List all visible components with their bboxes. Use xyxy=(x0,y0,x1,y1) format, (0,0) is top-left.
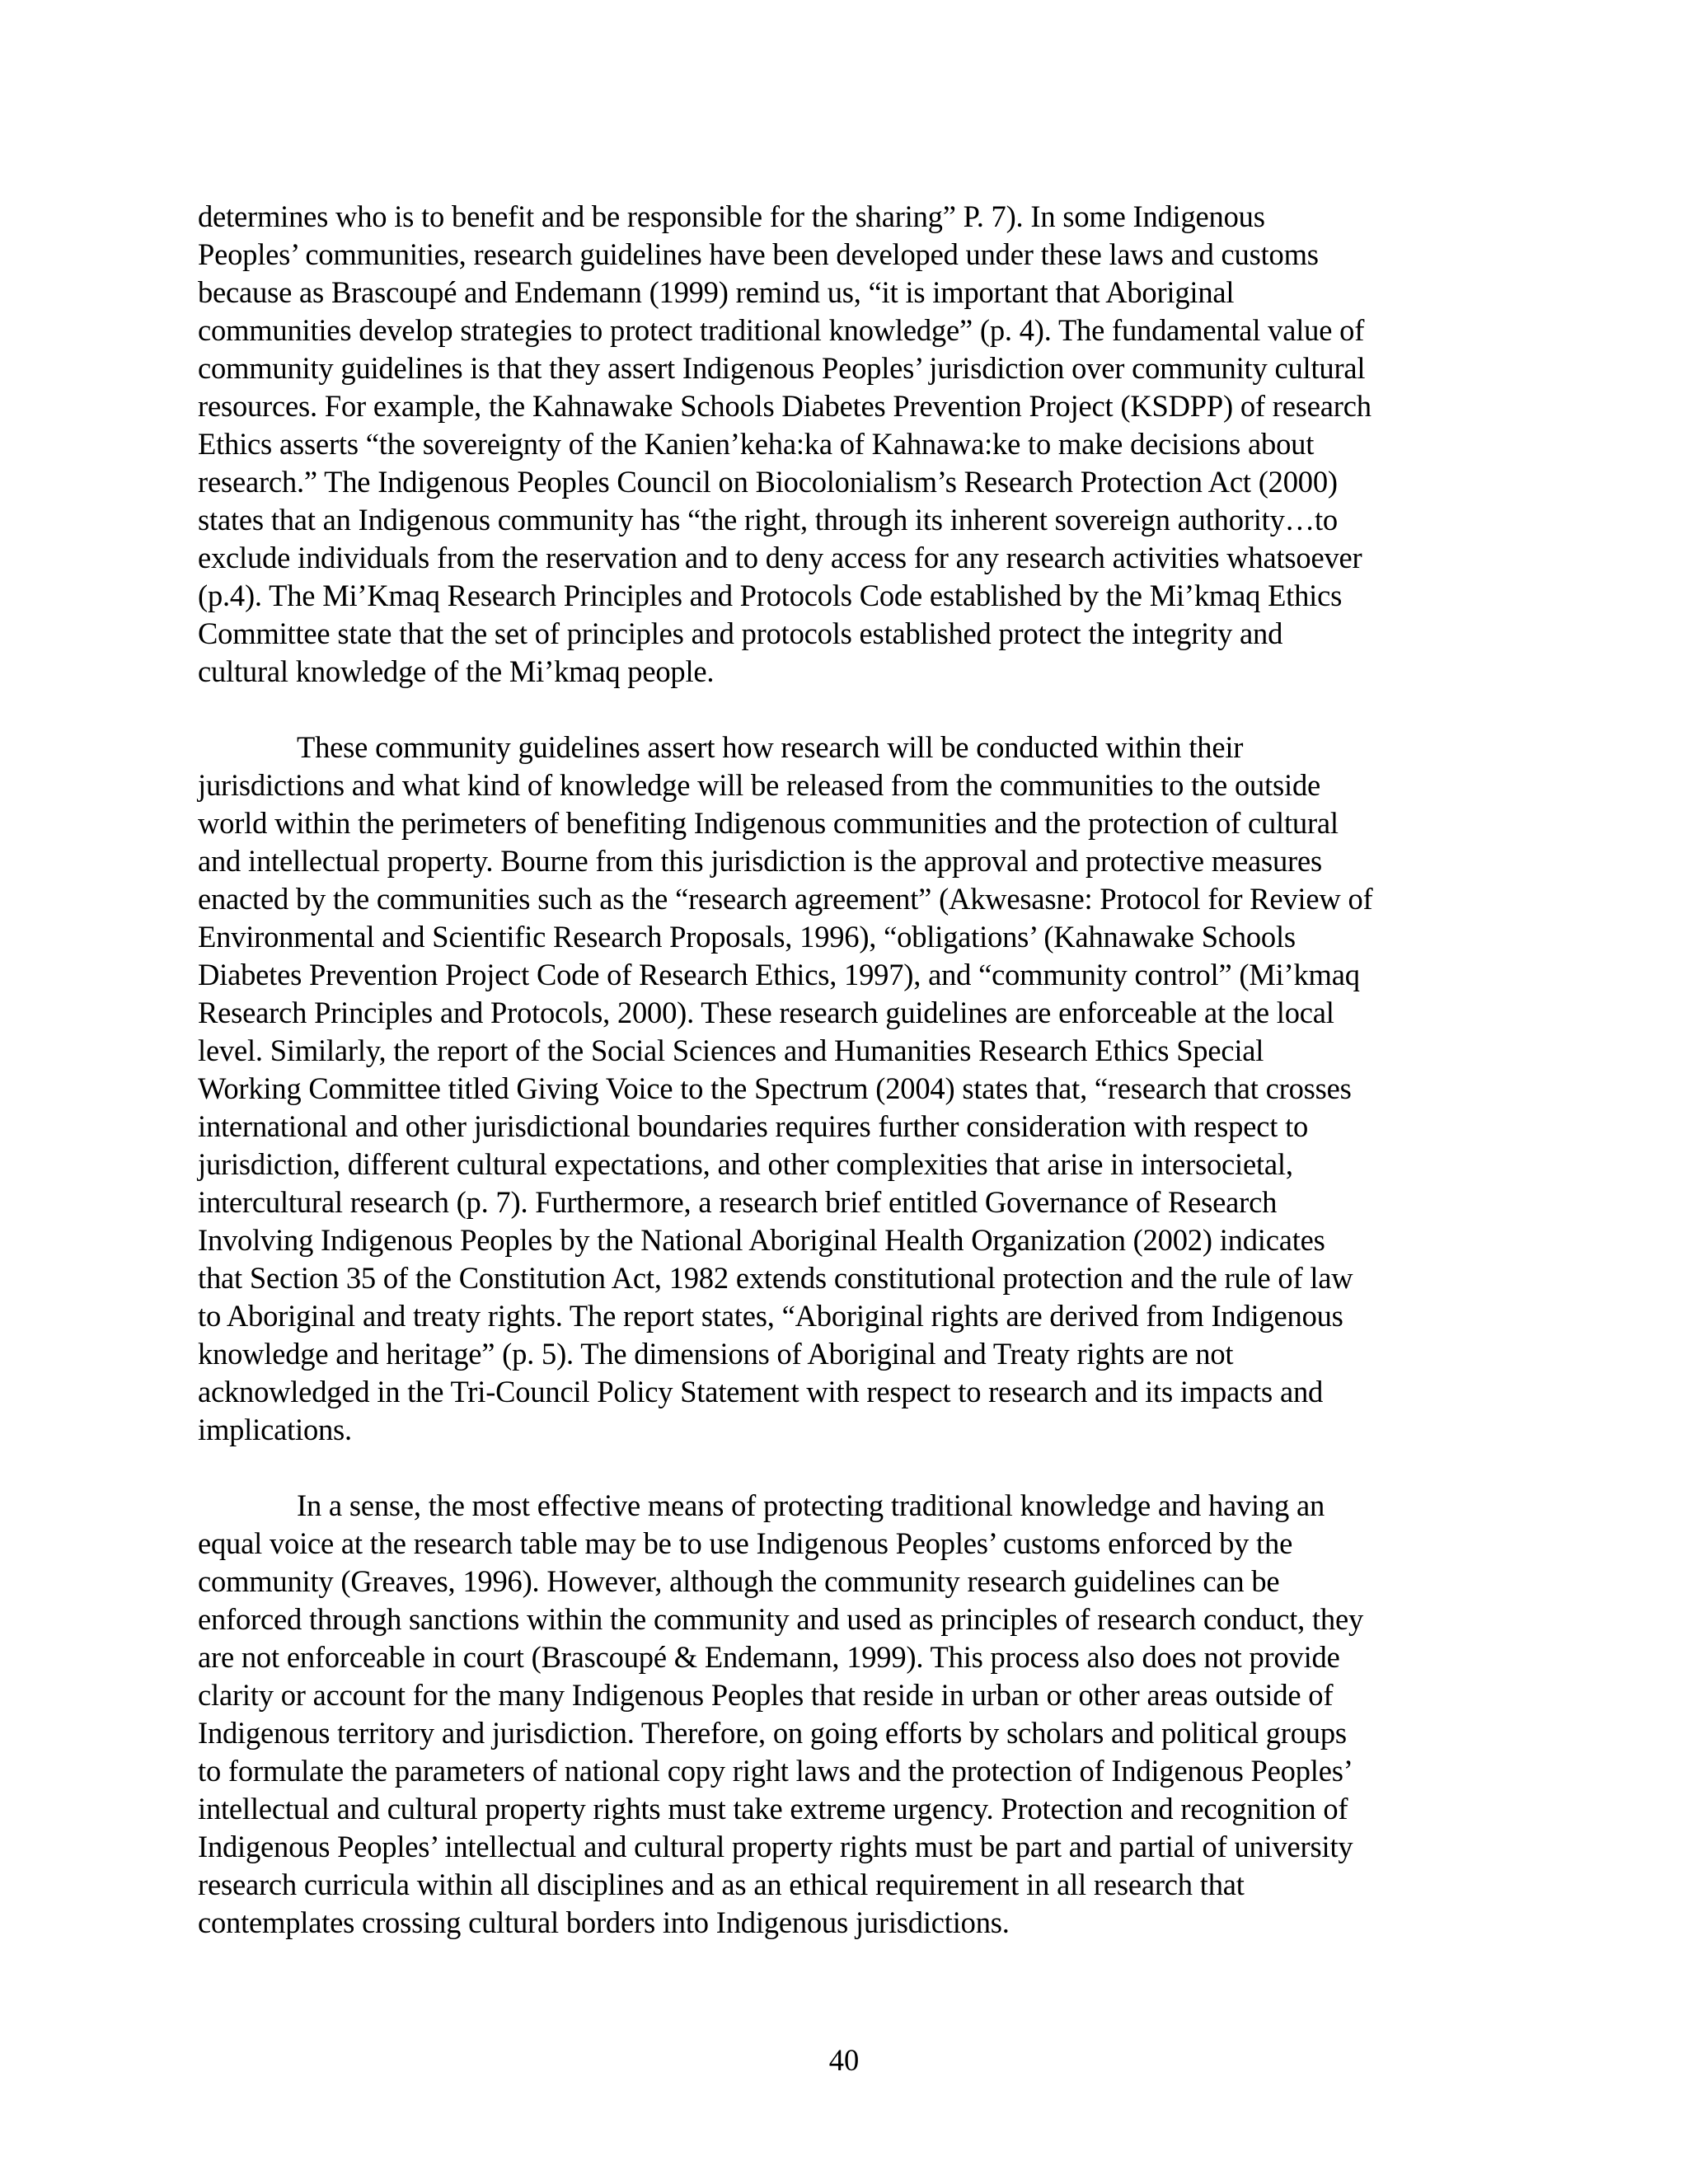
text-line: Working Committee titled Giving Voice to the Spectrum (2004) states that, “research that crosses xyxy=(198,1071,1352,1105)
text-line: enforced through sanctions within the community and used as principles of research conduct, they xyxy=(198,1602,1364,1636)
text-line: contemplates crossing cultural borders into Indigenous jurisdictions. xyxy=(198,1905,1010,1939)
text-line: communities develop strategies to protect traditional knowledge” (p. 4). The fundamental value of xyxy=(198,313,1365,347)
text-line-indented: These community guidelines assert how research will be conducted within their xyxy=(297,730,1244,764)
text-line: community (Greaves, 1996). However, although the community research guidelines can be xyxy=(198,1564,1280,1598)
text-line: clarity or account for the many Indigenous Peoples that reside in urban or other areas outside of xyxy=(198,1678,1334,1712)
text-line: Environmental and Scientific Research Proposals, 1996), “obligations’ (Kahnawake Schools xyxy=(198,920,1296,954)
text-line: international and other jurisdictional boundaries requires further consideration with respect to xyxy=(198,1109,1309,1143)
text-line: and intellectual property. Bourne from this jurisdiction is the approval and protective measures xyxy=(198,844,1323,878)
text-line: (p.4). The Mi’Kmaq Research Principles and Protocols Code established by the Mi’kmaq Ethics xyxy=(198,579,1343,612)
paragraph-2 xyxy=(198,729,1500,1449)
text-line: Research Principles and Protocols, 2000). These research guidelines are enforceable at the local xyxy=(198,996,1334,1029)
text-line: research.” The Indigenous Peoples Council on Biocolonialism’s Research Protection Act (2000) xyxy=(198,465,1338,499)
text-line: world within the perimeters of benefiting Indigenous communities and the protection of cultural xyxy=(198,806,1339,840)
text-line: research curricula within all disciplines and as an ethical requirement in all research that xyxy=(198,1868,1245,1901)
text-line: implications. xyxy=(198,1413,352,1446)
text-line: Committee state that the set of principles and protocols established protect the integrity and xyxy=(198,616,1283,650)
text-line: that Section 35 of the Constitution Act, 1982 extends constitutional protection and the rule of law xyxy=(198,1261,1353,1295)
paragraph-gap xyxy=(198,691,1500,729)
paragraph-3 xyxy=(198,1487,1500,1942)
text-line: jurisdictions and what kind of knowledge will be released from the communities to the outside xyxy=(198,768,1321,802)
text-line: Diabetes Prevention Project Code of Research Ethics, 1997), and “community control” (Mi’kmaq xyxy=(198,958,1360,991)
text-line: to formulate the parameters of national copy right laws and the protection of Indigenous Peoples’ xyxy=(198,1754,1353,1788)
text-line: are not enforceable in court (Brascoupé & Endemann, 1999). This process also does not provide xyxy=(198,1640,1340,1674)
text-line: resources. For example, the Kahnawake Schools Diabetes Prevention Project (KSDPP) of research xyxy=(198,389,1372,423)
text-line: knowledge and heritage” (p. 5). The dimensions of Aboriginal and Treaty rights are not xyxy=(198,1337,1234,1371)
text-line: acknowledged in the Tri-Council Policy Statement with respect to research and its impacts and xyxy=(198,1375,1324,1408)
text-line: Involving Indigenous Peoples by the National Aboriginal Health Organization (2002) indicates xyxy=(198,1223,1325,1257)
page-number: 40 xyxy=(828,2043,860,2077)
text-line: jurisdiction, different cultural expectations, and other complexities that arise in intersocietal, xyxy=(198,1147,1293,1181)
text-line: determines who is to benefit and be responsible for the sharing” P. 7). In some Indigenous xyxy=(198,199,1265,233)
text-line: Peoples’ communities, research guidelines have been developed under these laws and customs xyxy=(198,237,1319,271)
text-line: states that an Indigenous community has “the right, through its inherent sovereign authority…to xyxy=(198,503,1338,537)
text-line: level. Similarly, the report of the Social Sciences and Humanities Research Ethics Special xyxy=(198,1033,1264,1067)
text-line: cultural knowledge of the Mi’kmaq people. xyxy=(198,654,715,688)
text-line: intellectual and cultural property rights must take extreme urgency. Protection and recognition of xyxy=(198,1792,1348,1825)
text-line: exclude individuals from the reservation and to deny access for any research activities whatsoever xyxy=(198,541,1362,574)
text-line: community guidelines is that they assert Indigenous Peoples’ jurisdiction over community cultural xyxy=(198,351,1366,385)
text-line: Indigenous territory and jurisdiction. Therefore, on going efforts by scholars and political groups xyxy=(198,1716,1347,1750)
text-line: equal voice at the research table may be to use Indigenous Peoples’ customs enforced by the xyxy=(198,1526,1293,1560)
body-text xyxy=(198,198,1500,1942)
paragraph-1 xyxy=(198,198,1500,691)
paragraph-gap xyxy=(198,1449,1500,1487)
text-line-indented: In a sense, the most effective means of protecting traditional knowledge and having an xyxy=(297,1488,1325,1522)
text-line: Ethics asserts “the sovereignty of the Kanien’keha:ka of Kahnawa:ke to make decisions about xyxy=(198,427,1315,461)
text-line: enacted by the communities such as the “research agreement” (Akwesasne: Protocol for Review of xyxy=(198,882,1373,916)
text-line: to Aboriginal and treaty rights. The report states, “Aboriginal rights are derived from Indigenous xyxy=(198,1299,1343,1333)
text-line: intercultural research (p. 7). Furthermore, a research brief entitled Governance of Research xyxy=(198,1185,1278,1219)
text-line: because as Brascoupé and Endemann (1999) remind us, “it is important that Aboriginal xyxy=(198,275,1235,309)
text-line: Indigenous Peoples’ intellectual and cultural property rights must be part and partial of university xyxy=(198,1830,1353,1863)
